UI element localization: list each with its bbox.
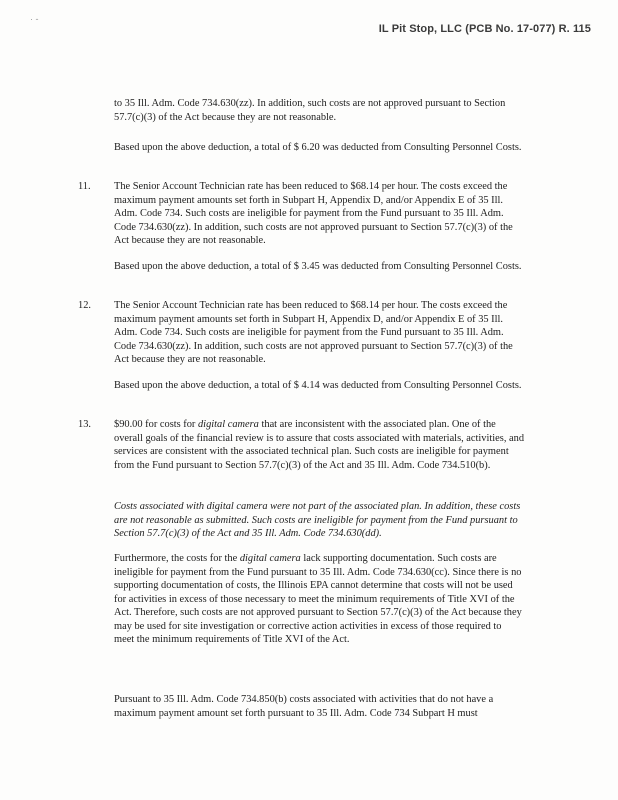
item-13-text-b: that are inconsistent with the associated plan. One of the overall goals of the financial review is to assure that costs associated with materials, activities, and services are consistent with the associated technical plan. Such costs are ineligible for payment from the Fund pursuant to Section 57.7(c)(3) of the Act and 35 Ill. Adm. Code 734.510(b). xyxy=(114,419,525,471)
furthermore-italic-term: digital camera xyxy=(239,553,301,564)
item-number-12: 12. xyxy=(78,300,91,311)
furthermore-text-b: lack supporting documentation. Such costs are ineligible for payment from the Fund pursuant to 35 Ill. Adm. Code 734.630(cc). Since there is no supporting documentation of costs, the Illinois EPA cannot determine that costs will not be used for activities in excess of those necessary to meet the minimum requirements of Title XVI of the Act. Therefore, such costs are not approved pursuant to Section 57.7(c)(3) of the Act because they may be used for site investigation or corrective action activities in excess of those required to meet the minimum requirements of Title XVI of the Act. xyxy=(114,553,522,645)
item-13-italic-term: digital camera xyxy=(197,419,259,430)
furthermore-paragraph xyxy=(114,552,524,647)
bates-stamp: IL Pit Stop, LLC (PCB No. 17-077) R. 115 xyxy=(378,23,591,35)
furthermore-text-a: Furthermore, the costs for the xyxy=(114,553,240,564)
item-13-text-a: $90.00 for costs for xyxy=(114,419,198,430)
continuation-paragraph: to 35 Ill. Adm. Code 734.630(zz). In addition, such costs are not approved pursuant to Section 57.7(c)(3) of the Act because they are not reasonable. xyxy=(114,98,506,123)
scan-corner-marks: · - xyxy=(30,14,39,24)
pursuant-paragraph: Pursuant to 35 Ill. Adm. Code 734.850(b) costs associated with activities that do not have a maximum payment amount set forth pursuant to 35 Ill. Adm. Code 734 Subpart H must xyxy=(114,694,494,719)
item-11-text: The Senior Account Technician rate has been reduced to $68.14 per hour. The costs exceed the maximum payment amounts set forth in Subpart H, Appendix D, and/or Appendix E of 35 Ill. Adm. Code 734. Such costs are ineligible for payment from the Fund pursuant to 35 Ill. Adm. Code 734.630(zz). In addition, such costs are not approved pursuant to Section 57.7(c)(3) of the Act because they are not reasonable. xyxy=(114,181,513,246)
item-number-11: 11. xyxy=(78,181,91,192)
item-number-13: 13. xyxy=(78,419,91,430)
item-13-text xyxy=(114,418,526,472)
item-13-italic-paragraph: Costs associated with digital camera were not part of the associated plan. In addition, these costs are not reasonable as submitted. Such costs are ineligible for payment from the Fund pursuant to Section 57.7(c)(3) of the Act and 35 Ill. Adm. Code 734.630(dd). xyxy=(114,501,521,539)
deduction-paragraph-10: Based upon the above deduction, a total of $ 6.20 was deducted from Consulting Personnel Costs. xyxy=(114,142,522,153)
deduction-paragraph-11: Based upon the above deduction, a total of $ 3.45 was deducted from Consulting Personnel Costs. xyxy=(114,261,522,272)
item-12-text: The Senior Account Technician rate has been reduced to $68.14 per hour. The costs exceed the maximum payment amounts set forth in Subpart H, Appendix D, and/or Appendix E of 35 Ill. Adm. Code 734. Such costs are ineligible for payment from the Fund pursuant to 35 Ill. Adm. Code 734.630(zz). In addition, such costs are not approved pursuant to Section 57.7(c)(3) of the Act because they are not reasonable. xyxy=(114,300,513,365)
deduction-paragraph-12: Based upon the above deduction, a total of $ 4.14 was deducted from Consulting Personnel Costs. xyxy=(114,380,522,391)
